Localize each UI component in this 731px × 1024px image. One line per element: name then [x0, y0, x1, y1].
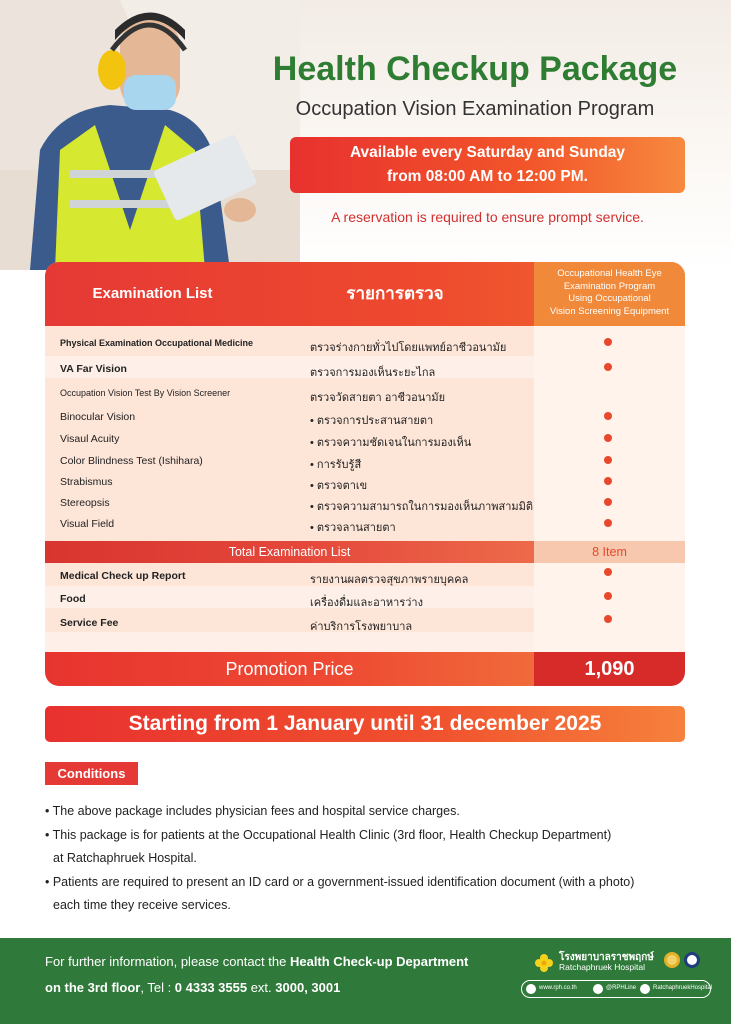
- exam-name-en: Visual Field: [60, 518, 115, 530]
- column-header-english: Examination List: [92, 285, 213, 302]
- flower-logo-icon: [533, 952, 555, 974]
- included-dot-icon: [604, 338, 612, 346]
- validity-period-banner: Starting from 1 January until 31 december 2025: [45, 706, 685, 742]
- column-header-thai: รายการตรวจ: [346, 284, 444, 303]
- extra-name-en: Service Fee: [60, 617, 119, 629]
- table-header: [45, 262, 685, 326]
- exam-name-en: Strabismus: [60, 476, 113, 488]
- exam-name-th: • ตรวจการประสานสายตา: [310, 415, 434, 427]
- hospital-name-english: Ratchaphruek Hospital: [559, 962, 645, 972]
- line-link[interactable]: @RPHLine: [606, 985, 637, 991]
- program-header-line: Using Occupational: [568, 293, 651, 304]
- extra-name-th: เครื่องดื่มและอาหารว่าง: [310, 597, 423, 609]
- availability-days: Available every Saturday and Sunday: [349, 144, 626, 161]
- phone-number: 0 4333 3555: [174, 980, 248, 995]
- exam-name-en: Color Blindness Test (Ishihara): [60, 455, 203, 467]
- availability-hours: from 08:00 AM to 12:00 PM.: [387, 168, 588, 185]
- exam-name-en: VA Far Vision: [60, 363, 127, 375]
- conditions-badge: Conditions: [45, 762, 138, 785]
- exam-name-th: ตรวจการมองเห็นระยะไกล: [310, 367, 436, 379]
- extra-name-en: Food: [60, 593, 86, 605]
- program-header-line: Occupational Health Eye: [557, 268, 662, 279]
- contact-text: For further information, please contact the: [45, 954, 290, 969]
- gold-emblem-icon: [664, 952, 680, 968]
- included-dot-icon: [604, 568, 612, 576]
- condition-item-continued: each time they receive services.: [53, 898, 231, 912]
- exam-table: [45, 262, 685, 686]
- exam-name-th: ตรวจร่างกายทั่วไปโดยแพทย์อาชีวอนามัย: [310, 342, 507, 354]
- total-value: 8 Item: [534, 541, 685, 563]
- program-column-bg: [534, 563, 685, 652]
- included-dot-icon: [604, 592, 612, 600]
- included-dot-icon: [604, 615, 612, 623]
- floor-text: on the 3rd floor: [45, 980, 141, 995]
- total-row: [45, 541, 685, 563]
- worker-photo: [0, 0, 300, 270]
- exam-name-th: • ตรวจลานสายตา: [310, 522, 396, 534]
- seal-emblem-icon: [684, 952, 700, 968]
- page-title: Health Checkup Package: [272, 50, 678, 88]
- line-icon: [593, 984, 603, 994]
- hospital-logo: [533, 948, 713, 978]
- contact-line-1: [45, 954, 468, 969]
- facebook-icon: [640, 984, 650, 994]
- included-dot-icon: [604, 519, 612, 527]
- hospital-name-thai: โรงพยาบาลราชพฤกษ์: [559, 952, 654, 963]
- included-dot-icon: [604, 498, 612, 506]
- exam-name-en: Occupation Vision Test By Vision Screener: [60, 388, 231, 398]
- included-dot-icon: [604, 363, 612, 371]
- promotion-row: [45, 652, 685, 686]
- contact-line-2: [45, 980, 340, 995]
- exam-name-th: • ตรวจตาเข: [310, 480, 368, 492]
- website-link[interactable]: www.rph.co.th: [539, 985, 577, 991]
- exam-name-th: • การรับรู้สี: [310, 459, 362, 471]
- promotion-price: 1,090: [534, 652, 685, 686]
- conditions-list: [45, 800, 685, 918]
- hero-banner: [0, 0, 731, 270]
- exam-name-en: Physical Examination Occupational Medicine: [60, 338, 254, 348]
- globe-icon: [526, 984, 536, 994]
- row-band: [45, 632, 534, 652]
- total-label: Total Examination List: [45, 541, 534, 563]
- extra-name-th: ค่าบริการโรงพยาบาล: [310, 621, 413, 633]
- social-links: [521, 980, 711, 998]
- exam-name-th: • ตรวจความสามารถในการมองเห็นภาพสามมิติ: [310, 501, 534, 513]
- column-header-program: [534, 262, 685, 326]
- extension-number: 3000, 3001: [275, 980, 341, 995]
- exam-name-th: ตรวจวัดสายตา อาชีวอนามัย: [310, 392, 446, 404]
- footer: [0, 938, 731, 1024]
- exam-name-en: Visaul Acuity: [60, 433, 120, 445]
- promotion-label: Promotion Price: [45, 652, 534, 686]
- row-band: [45, 586, 534, 608]
- facebook-link[interactable]: RatchaphruekHospital: [653, 985, 713, 991]
- included-dot-icon: [604, 412, 612, 420]
- condition-item: • Patients are required to present an ID card or a government-issued identification document (with a photo): [45, 874, 635, 889]
- tel-label: , Tel :: [140, 980, 175, 995]
- program-header-line: Vision Screening Equipment: [549, 305, 670, 317]
- program-header-line: Examination Program: [563, 280, 656, 292]
- ext-label: ext.: [247, 980, 276, 995]
- condition-item: • The above package includes physician fees and hospital service charges.: [45, 804, 460, 818]
- extra-name-en: Medical Check up Report: [60, 570, 186, 582]
- department-name: Health Check-up Department: [289, 954, 469, 969]
- exam-name-en: Binocular Vision: [60, 411, 136, 423]
- exam-name-th: • ตรวจความชัดเจนในการมองเห็น: [310, 437, 472, 449]
- included-dot-icon: [604, 456, 612, 464]
- condition-item: • This package is for patients at the Occupational Health Clinic (3rd floor, Health Checkup Department): [45, 827, 612, 842]
- included-dot-icon: [604, 477, 612, 485]
- page-subtitle: Occupation Vision Examination Program: [295, 98, 655, 120]
- reservation-note: A reservation is required to ensure prompt service.: [331, 209, 644, 225]
- condition-item-continued: at Ratchaphruek Hospital.: [53, 851, 197, 865]
- availability-banner: [290, 137, 685, 193]
- exam-name-en: Stereopsis: [60, 497, 110, 509]
- extra-name-th: รายงานผลตรวจสุขภาพรายบุคคล: [310, 574, 469, 586]
- included-dot-icon: [604, 434, 612, 442]
